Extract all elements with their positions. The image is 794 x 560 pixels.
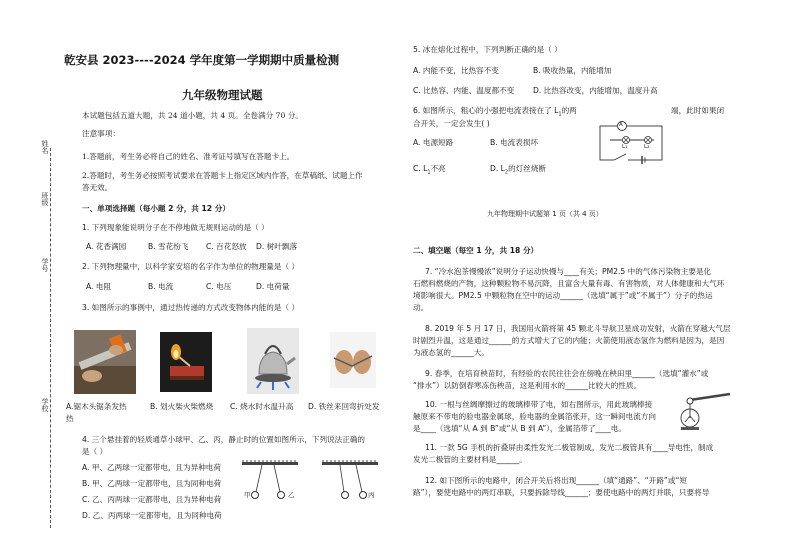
q2-text: 2. 下列物理量中，以科学家安培的名字作为单位的物理量是（ ） <box>82 262 300 271</box>
page-footer: 九年物理期中试题第 1 页（共 4 页） <box>487 210 603 218</box>
margin-seat-label: 学号 <box>41 258 49 272</box>
q5-option-a: A. 内能不变，比热容不变 <box>413 66 499 75</box>
q6-option-c <box>413 164 446 176</box>
saw-photo <box>74 330 136 394</box>
q4-option-d: D. 乙、丙两球一定都带电，且为同种电荷 <box>82 511 222 520</box>
q7-line2: 石燃料燃烧的产物，这种颗粒物不易沉降，且富含大量有毒、有害物质，对人体健康和大气环 <box>413 279 725 288</box>
q4-option-c: C. 乙、丙两球一定都带电，且为异种电荷 <box>82 495 222 504</box>
q6-d-sub: 2 <box>504 169 509 176</box>
q5-option-b: B. 吸收热量，内能增加 <box>533 66 612 75</box>
circuit-ammeter-label: A <box>619 122 623 128</box>
q8-line1: 8. 2019 年 5 月 17 日，我国用火箭将第 45 颗北斗导航卫星成功发射，火箭在穿越大气层 <box>425 324 731 333</box>
q6-l1-sub: 1 <box>558 111 562 118</box>
q3-option-b: B. 划火柴火柴燃烧 <box>150 402 214 411</box>
electroscope-figure <box>672 392 732 432</box>
q6-option-b: B. 电流表损坏 <box>490 138 539 147</box>
q7-line1: 7. “冷水泡茶慢慢浓”说明分子运动快慢与____有关；PM2.5 中的气体污染物主要是化 <box>425 267 712 276</box>
q10-line3: 是____（选填“从 A 到 B”或“从 B 到 A”），金属箔带了____电。 <box>413 424 626 433</box>
q6-text-line2: 合开关，一定会发生( ) <box>413 119 490 128</box>
ball-label-bing: 丙 <box>368 491 375 499</box>
q1-option-b: B. 雪花纷飞 <box>148 242 189 251</box>
match-photo <box>160 332 212 392</box>
q2-option-b: B. 电流 <box>148 282 174 291</box>
q7-line4: 动。 <box>413 303 429 312</box>
q4-option-b: B. 甲、乙两球一定都带电，且为同种电荷 <box>82 479 222 488</box>
q2-option-c: C. 电压 <box>206 282 232 291</box>
section2-title: 二、填空题（每空 1 分，共 18 分） <box>413 246 539 255</box>
notice-1: 1.答题前，考生务必将自己的姓名、准考证号填写在答题卡上。 <box>82 152 295 161</box>
q6-text-line1-end: 端，此时如果闭 <box>671 106 725 115</box>
q6-d-tail: 的灯丝烧断 <box>508 164 547 173</box>
exam-title: 乾安县 2023----2024 学年度第一学期期中质量检测 <box>64 53 340 67</box>
circuit-diagram <box>596 120 666 164</box>
q2-option-a: A. 电阻 <box>86 282 112 291</box>
q6-option-d <box>490 164 546 176</box>
q5-option-c: C. 比热容、内能、温度都不变 <box>413 86 515 95</box>
q4-text-line1: 4. 三个悬挂着的轻质通草小球甲、乙、丙，静止时的位置如图所示，下列说法正确的 <box>82 435 366 444</box>
q3-option-d-line1: D. 铁丝来回弯折处发 <box>308 402 380 411</box>
notice-2a: 2.答题时，考生务必按照考试要求在答题卡上指定区域内作答，在草稿纸、试题上作 <box>82 171 363 180</box>
circuit-l2-label: L₂ <box>644 144 650 150</box>
q1-option-c: C. 百花怒放 <box>206 242 247 251</box>
ball-label-yi: 乙 <box>288 491 295 499</box>
notice-2b: 答无效。 <box>82 183 113 192</box>
kettle-photo <box>247 328 299 394</box>
q11-line1: 11. 一款 5G 手机的折叠屏由柔性发光二极管制成，发光二极管具有____导电性，制成 <box>425 443 714 452</box>
q6-d-main: D. L <box>490 164 505 173</box>
q4-text-line2: 是（ ） <box>82 447 108 456</box>
q8-line3: 为液态氢的______大。 <box>413 348 489 357</box>
q6-c-tail: 不亮 <box>430 164 446 173</box>
section1-title: 一、单项选择题（每小题 2 分，共 12 分） <box>82 204 230 213</box>
wire-photo <box>330 332 376 388</box>
q10-line2: 触原来不带电的验电器金属球，验电器的金属箔张开，这一瞬间电流方向 <box>413 412 656 421</box>
q6-c-main: C. L <box>413 164 428 173</box>
q12-line2: 路”），要使电路中的两灯串联，只要拆除导线______；要使电路中的两灯并联，只要将导 <box>413 488 710 497</box>
q8-line2: 时剧烈升温，这是通过______的方式增大了它的内能；火箭使用液态氢作为燃料是因为，是因 <box>413 336 725 345</box>
q10-line1: 10. 一根与丝绸摩擦过的玻璃棒带了电，如右图所示，用此玻璃棒接 <box>425 400 653 409</box>
q9-line2: “排水”）以防倒春寒冻伤秧苗，这是利用水的______比较大的性质。 <box>413 381 642 390</box>
q3-text: 3. 如图所示的事例中，通过热传递的方式改变物体内能的是（ ） <box>82 303 300 312</box>
q3-option-c: C. 烧水时水温升高 <box>230 402 294 411</box>
circuit-l1-label: L₁ <box>622 144 628 150</box>
q2-option-d: D. 电荷量 <box>256 282 290 291</box>
q5-option-d: D. 比热容改变，内能增加，温度升高 <box>533 86 658 95</box>
q1-text: 1. 下列现象能说明分子在不停地做无规则运动的是（ ） <box>82 223 269 232</box>
notice-title: 注意事项： <box>82 129 120 138</box>
q4-option-a: A. 甲、乙两球一定都带电，且为异种电荷 <box>82 463 221 472</box>
q6-option-a: A. 电源短路 <box>413 138 454 147</box>
exam-intro: 本试题包括五道大题，共 24 道小题，共 4 页。全卷满分 70 分。 <box>82 111 303 120</box>
q6-text-main: 6. 如图所示，粗心的小强把电流表接在了 L <box>413 106 559 115</box>
q11-line2: 发光二极管的主要材料是______。 <box>413 455 527 464</box>
q3-option-a-line1: A.锯木头锯条发热 <box>66 402 127 411</box>
q6-c-sub: 1 <box>427 169 431 176</box>
binding-dashed-line <box>50 148 51 528</box>
exam-subtitle: 九年级物理试题 <box>182 88 263 102</box>
q3-option-a-line2: 热 <box>66 414 74 423</box>
pith-ball-figure <box>240 460 380 510</box>
margin-school-label: 学校 <box>41 398 49 412</box>
q6-text-line1 <box>413 106 577 118</box>
q9-line1: 9. 春季，在培育秧苗时，有经验的农民往往会在傍晚在秧田里______（选填“灌水”或 <box>425 369 709 378</box>
margin-name-label: 姓名 <box>41 140 49 154</box>
q12-line1: 12. 如下图所示的电路中，闭合开关后将出现______（填“通路”、“开路”或“短 <box>425 476 687 485</box>
q7-line3: 境影响很大。PM2.5 中颗粒物在空中的运动______（选填“属于”或“不属于”）分子的热运 <box>413 291 713 300</box>
q1-option-a: A. 花香满园 <box>86 242 127 251</box>
ball-label-jia: 甲 <box>244 491 251 499</box>
q6-text-tail: 的两 <box>561 106 577 115</box>
margin-class-label: 班级 <box>41 192 49 206</box>
q5-text: 5. 冰在熔化过程中，下列判断正确的是（ ） <box>413 45 562 54</box>
q1-option-d: D. 树叶飘落 <box>256 242 298 251</box>
